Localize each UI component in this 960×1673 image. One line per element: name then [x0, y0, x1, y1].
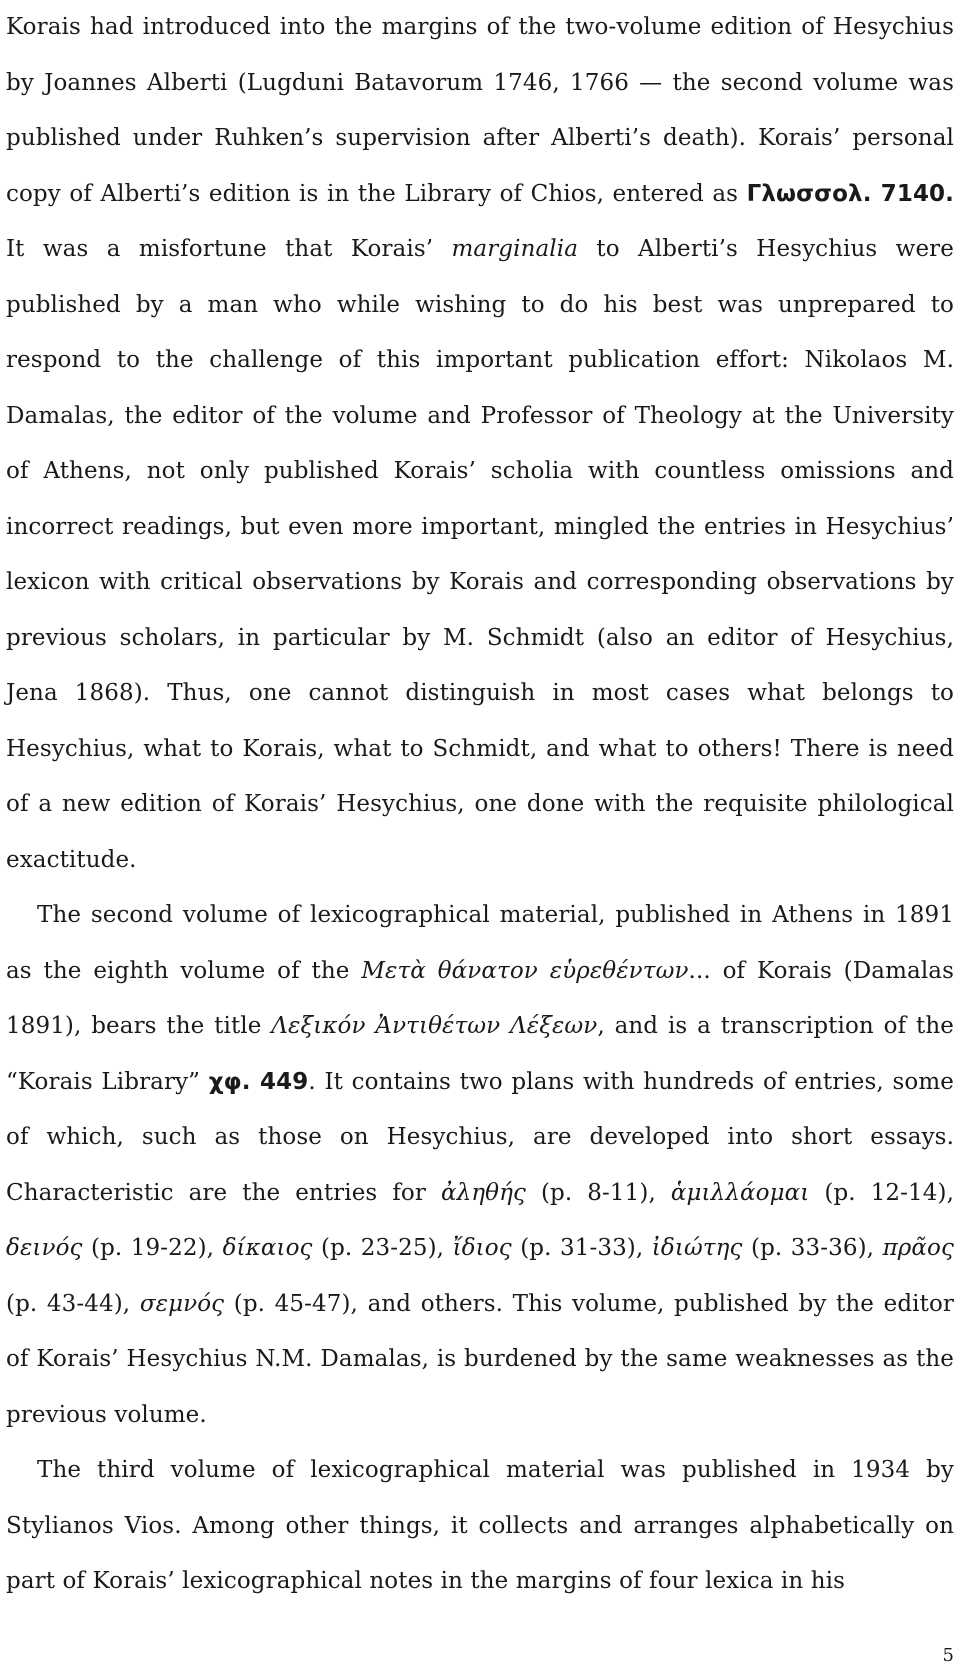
- greek-term: δεινός: [6, 1235, 83, 1261]
- paragraph-2-text: (p. 19-22),: [82, 1235, 223, 1261]
- paragraph-1-text: Korais had introduced into the margins of the two-volume edition of Hesychius by Joannes Alberti (Lugduni Batavorum 1746, 1766 — the second volume was published under Ruhken’s supervision after Alberti’s death). Korais’ personal copy of Alberti’s edition is in the Library of Chios, entered as: [6, 14, 954, 207]
- paragraph-1-text: to Alberti’s Hesychius were published by a man who while wishing to do his best was unprepared to respond to the challenge of this important publication effort: Nikolaos M. Damalas, the editor of the volume and Professor of Theology at the University of Athens, not only published Korais’ scholia with countless omissions and incorrect readings, but even more important, mingled the entries in Hesychius’ lexicon with critical observations by Korais and corresponding observations by previous scholars, in particular by M. Schmidt (also an editor of Hesychius, Jena 1868). Thus, one cannot distinguish in most cases what belongs to Hesychius, what to Korais, what to Schmidt, and what to others! There is need of a new edition of Korais’ Hesychius, one done with the requisite philological exactitude.: [6, 236, 954, 873]
- paragraph-2-text: (p. 33-36),: [742, 1235, 883, 1261]
- italic-term: marginalia: [451, 236, 579, 262]
- paragraph-2-text: (p. 12-14),: [809, 1179, 954, 1206]
- greek-term: ἁμιλλάομαι: [670, 1179, 810, 1206]
- paragraph-2-text: ... of Korais (Damalas 1891), bears the title: [6, 957, 954, 1039]
- greek-term: ἰδιώτης: [651, 1235, 743, 1261]
- greek-term: ἴδιος: [452, 1235, 512, 1261]
- document-page: [6, 0, 954, 1610]
- paragraph-2-text: (p. 45-47), and others. This volume, published by the editor of Korais’ Hesychius N.M. Damalas, is burdened by the same weaknesses as the previous volume.: [6, 1290, 954, 1428]
- paragraph-3: [6, 1443, 954, 1610]
- page-number: 5: [942, 1645, 954, 1666]
- paragraph-1: [6, 0, 954, 888]
- paragraph-2-text: The second volume of lexicographical material, published in Athens in 1891 as the eighth volume of the: [6, 902, 954, 984]
- greek-term: πρᾶος: [882, 1235, 954, 1261]
- catalog-reference: Γλωσσολ. 7140.: [746, 180, 954, 207]
- paragraph-2: [6, 888, 954, 1443]
- paragraph-1-text: It was a misfortune that Korais’: [6, 236, 452, 262]
- greek-term: σεμνός: [139, 1290, 225, 1317]
- paragraph-2-text: (p. 23-25),: [312, 1235, 453, 1261]
- greek-title: Λεξικόν Ἀντιθέτων Λέξεων: [271, 1013, 598, 1039]
- paragraph-2-text: (p. 43-44),: [6, 1290, 140, 1317]
- greek-term: δίκαιος: [222, 1235, 313, 1261]
- paragraph-2-text: (p. 31-33),: [511, 1235, 652, 1261]
- paragraph-2-text: (p. 8-11),: [525, 1179, 671, 1206]
- paragraph-2-text: , and is a transcription of the “Korais Library”: [6, 1013, 954, 1095]
- catalog-reference: χφ. 449: [208, 1068, 309, 1095]
- greek-title: Μετὰ θάνατον εὑρεθέντων: [361, 957, 689, 984]
- paragraph-3-text: The third volume of lexicographical material was published in 1934 by Stylianos Vios. Among other things, it collects and arranges alphabetically on part of Korais’ lexicographical notes in the margins of four lexica in his: [6, 1457, 954, 1594]
- paragraph-2-text: . It contains two plans with hundreds of entries, some of which, such as those on Hesychius, are developed into short essays. Characteristic are the entries for: [6, 1068, 954, 1206]
- greek-term: ἀληθής: [440, 1179, 526, 1206]
